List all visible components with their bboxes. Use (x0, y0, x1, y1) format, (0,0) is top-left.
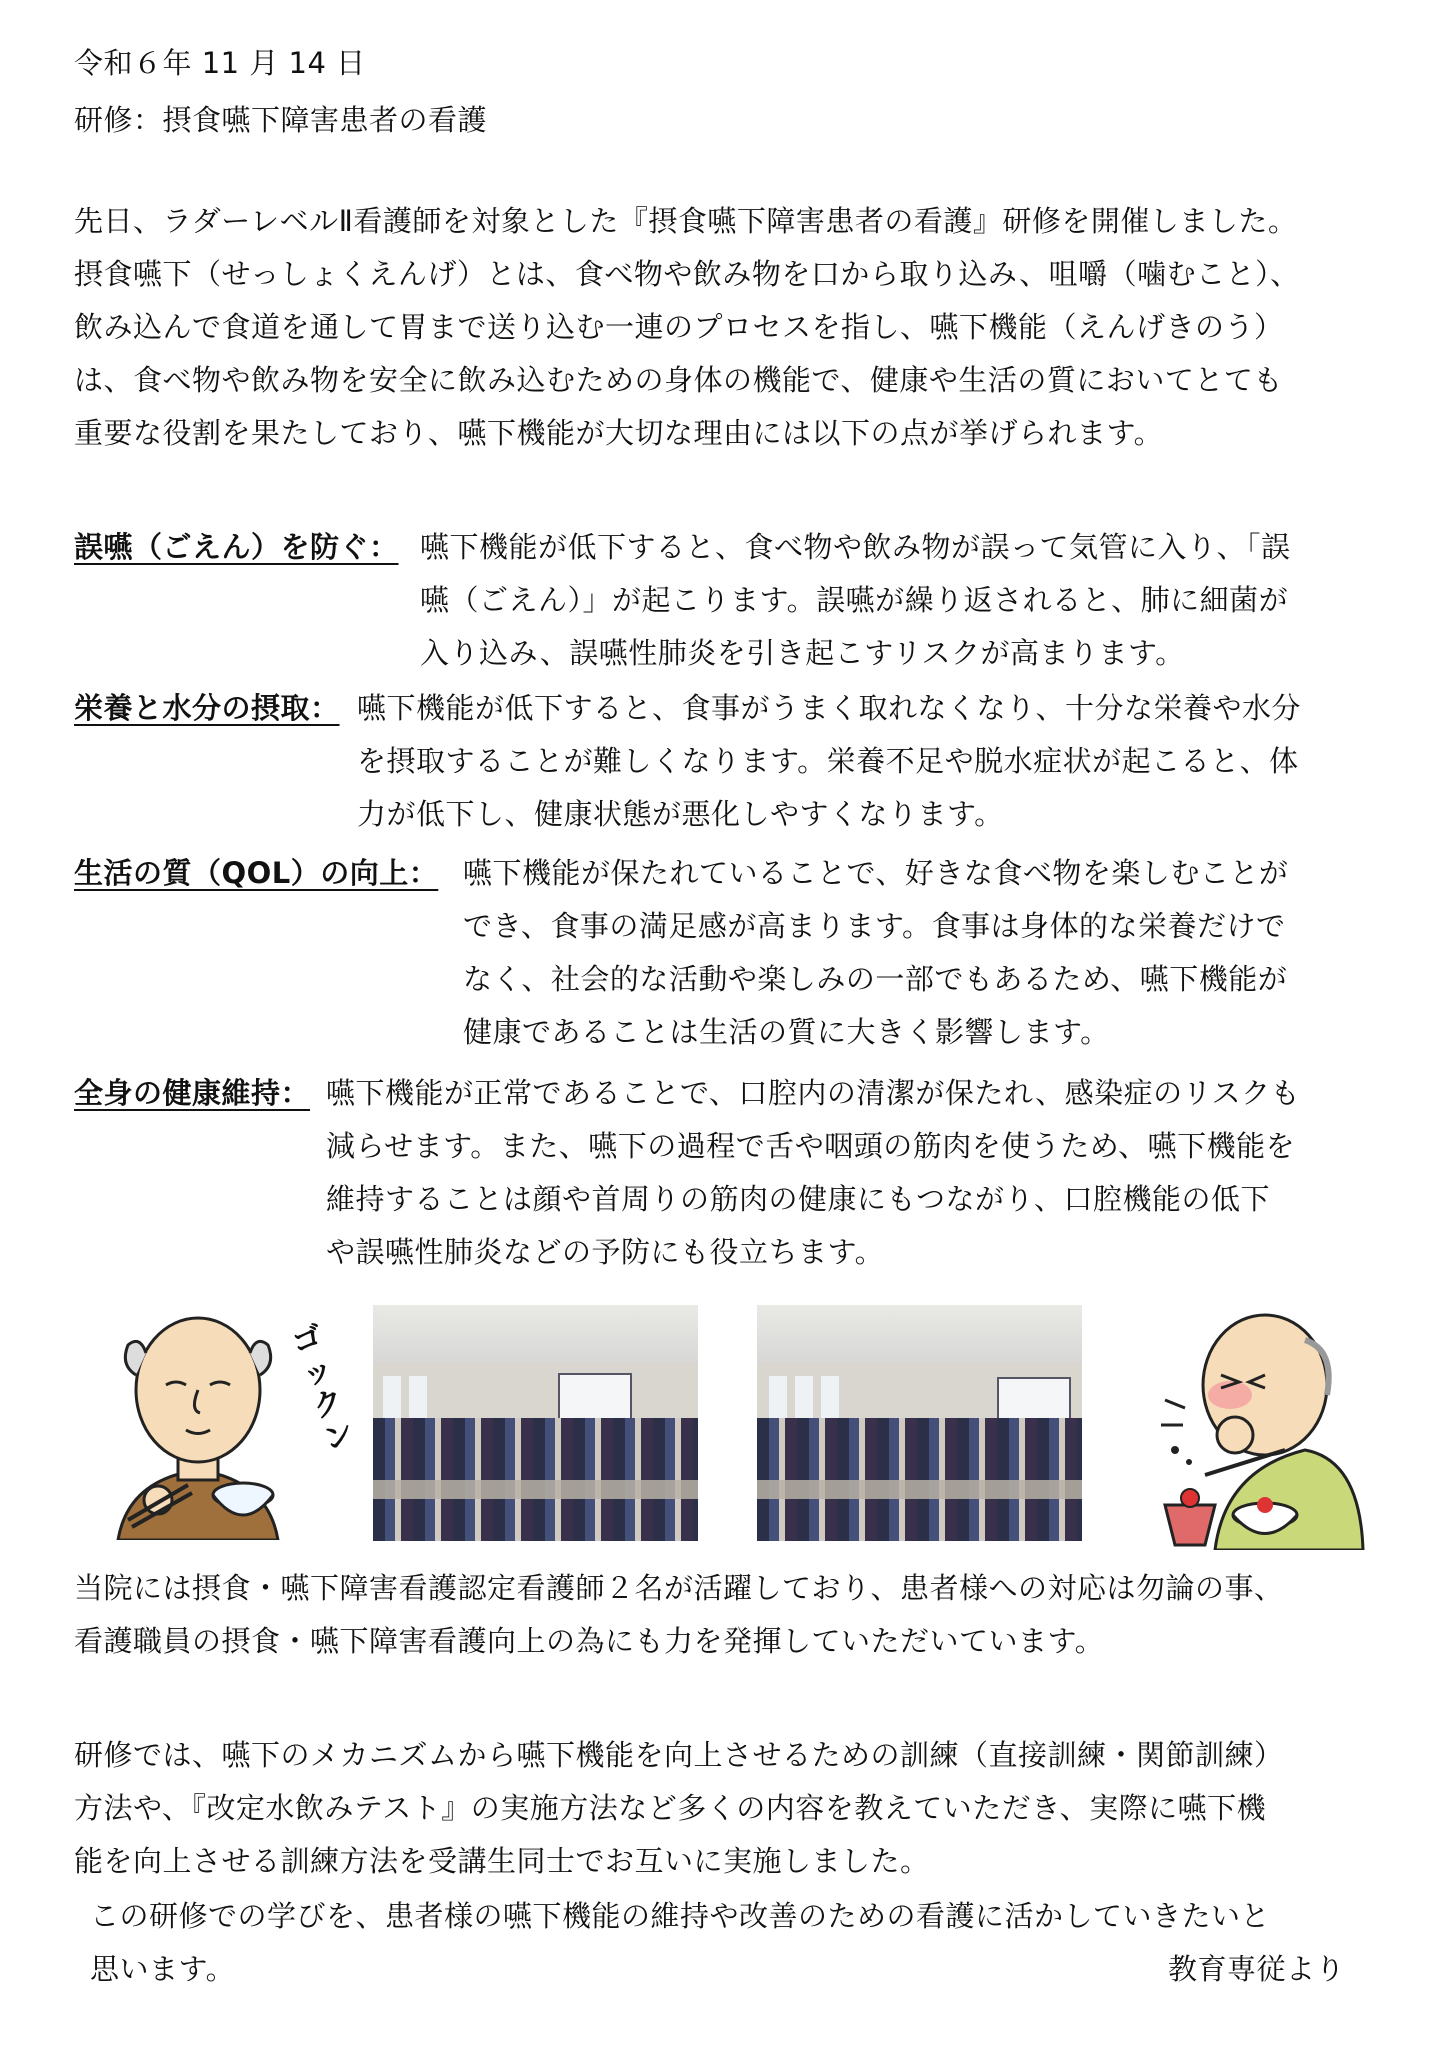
intro-line: 飲み込んで食道を通して胃まで送り込む一連のプロセスを指し、嚥下機能（えんげきのう） (74, 310, 1284, 344)
point-line: 維持することは顔や首周りの筋肉の健康にもつながり、口腔機能の低下 (326, 1182, 1271, 1216)
point-line: 健康であることは生活の質に大きく影響します。 (463, 1015, 1110, 1049)
training-line: 研修では、嚥下のメカニズムから嚥下機能を向上させるための訓練（直接訓練・関節訓練） (74, 1738, 1284, 1772)
point-line: でき、食事の満足感が高まります。食事は身体的な栄養だけで (463, 909, 1286, 943)
closing-line: この研修での学びを、患者様の嚥下機能の維持や改善のための看護に活かしていきたいと (90, 1899, 1271, 1933)
point-line: なく、社会的な活動や楽しみの一部でもあるため、嚥下機能が (463, 962, 1288, 996)
training-line: 能を向上させる訓練方法を受講生同士でお互いに実施しました。 (74, 1844, 930, 1878)
intro-line: 摂食嚥下（せっしょくえんげ）とは、食べ物や飲み物を口から取り込み、咀嚼（噛むこと）、 (74, 257, 1300, 291)
intro-line: 先日、ラダーレベルⅡ看護師を対象とした『摂食嚥下障害患者の看護』研修を開催しました。 (74, 204, 1298, 238)
point-term: 生活の質（QOL）の向上： (74, 856, 439, 890)
point-line: 嚥（ごえん）」が起こります。誤嚥が繰り返されると、肺に細菌が (420, 583, 1289, 617)
swallowing-man-illustration (98, 1295, 308, 1540)
point-line: や誤嚥性肺炎などの予防にも役立ちます。 (326, 1235, 885, 1269)
point-line: を摂取することが難しくなります。栄養不足や脱水症状が起こると、体 (357, 744, 1299, 778)
point-line: 嚥下機能が低下すると、食べ物や飲み物が誤って気管に入り、「誤 (420, 530, 1291, 564)
intro-line: 重要な役割を果たしており、嚥下機能が大切な理由には以下の点が挙げられます。 (74, 416, 1164, 450)
point-line: 入り込み、誤嚥性肺炎を引き起こすリスクが高まります。 (420, 636, 1185, 670)
point-term: 誤嚥（ごえん）を防ぐ： (74, 530, 399, 564)
point-line: 減らせます。また、嚥下の過程で舌や咽頭の筋肉を使うため、嚥下機能を (326, 1129, 1296, 1163)
specialist-line: 看護職員の摂食・嚥下障害看護向上の為にも力を発揮していただいています。 (74, 1624, 1105, 1658)
document-title: 研修：摂食嚥下障害患者の看護 (74, 103, 488, 137)
point-line: 嚥下機能が保たれていることで、好きな食べ物を楽しむことが (463, 856, 1289, 890)
intro-line: は、食べ物や飲み物を安全に飲み込むための身体の機能で、健康や生活の質においてとても (74, 363, 1283, 397)
choking-man-illustration (1155, 1300, 1365, 1550)
point-term: 全身の健康維持： (74, 1076, 311, 1110)
swallow-sound-caption: ゴックン (287, 1318, 359, 1459)
document-date: 令和６年 11 月 14 日 (74, 46, 366, 80)
closing-line: 思います。 (90, 1952, 236, 1986)
point-term: 栄養と水分の摂取： (74, 691, 340, 725)
point-line: 嚥下機能が正常であることで、口腔内の清潔が保たれ、感染症のリスクも (326, 1076, 1301, 1110)
training-line: 方法や、『改定水飲みテスト』の実施方法など多くの内容を教えていただき、実際に嚥下機 (74, 1791, 1267, 1825)
training-photo-2 (757, 1305, 1082, 1541)
point-line: 嚥下機能が低下すると、食事がうまく取れなくなり、十分な栄養や水分 (357, 691, 1302, 725)
training-photo-1 (373, 1305, 698, 1541)
signature: 教育専従より (1168, 1952, 1346, 1986)
point-line: 力が低下し、健康状態が悪化しやすくなります。 (357, 797, 1004, 831)
specialist-line: 当院には摂食・嚥下障害看護認定看護師２名が活躍しており、患者様への対応は勿論の事、 (74, 1571, 1284, 1605)
